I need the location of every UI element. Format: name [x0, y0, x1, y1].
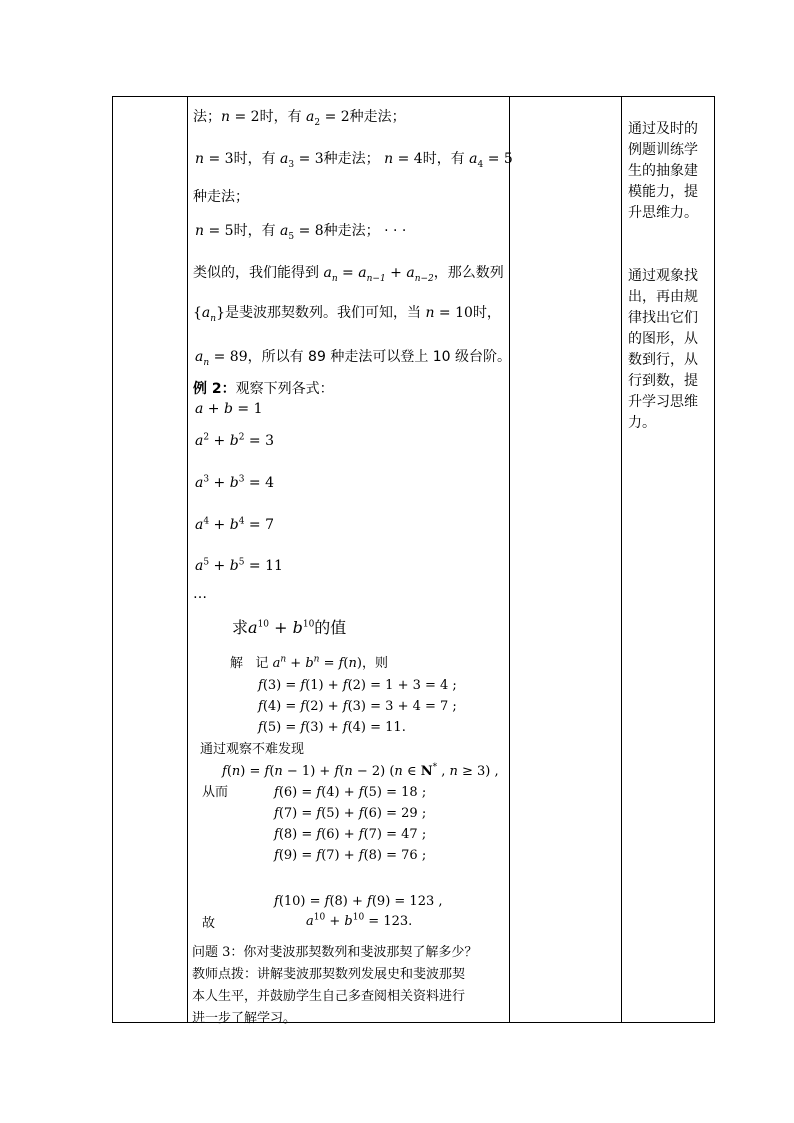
- ellipsis: …: [193, 586, 207, 602]
- column-divider-2: [509, 97, 510, 1022]
- example1-line7: $a_n = 89$，所以有 89 种走法可以登上 10 级台阶。: [195, 349, 512, 368]
- equation-1: a + b = 1: [195, 401, 263, 417]
- question3-line1: 问题 3：你对斐波那契数列和斐波那契了解多少？: [192, 945, 478, 960]
- note-line: 出，再由规: [628, 289, 698, 305]
- note-line: 力。: [628, 415, 656, 431]
- note-line: 生的抽象建: [628, 163, 698, 179]
- design-note-1: [628, 119, 706, 224]
- solution-f4: f(4) = f(2) + f(3) = 3 + 4 = 7 ;: [258, 699, 457, 714]
- note-line: 通过观象找: [628, 268, 698, 284]
- solution-recurrence: f(n) = f(n − 1) + f(n − 2) (n ∈ N* , n ≥ 3) ,: [222, 762, 499, 779]
- solution-observe: 通过观察不难发现: [200, 742, 305, 757]
- question3-line4: 进一步了解学习。: [192, 1011, 297, 1026]
- solution-f9: f(9) = f(7) + f(8) = 76 ;: [274, 848, 427, 863]
- solution-result: $a^{10} + b^{10} = 123$.: [306, 912, 413, 929]
- note-line: 数到行，从: [628, 352, 698, 368]
- example1-line2: n = 3时，有 $a_3 = 3$种走法； n = 4时，有 $a_4 = 5$: [195, 151, 513, 170]
- solution-f5: f(5) = f(3) + f(4) = 11.: [258, 720, 406, 735]
- note-line: 通过及时的: [628, 121, 698, 137]
- note-line: 行到数，提: [628, 373, 698, 389]
- solution-f6: f(6) = f(4) + f(5) = 18 ;: [274, 785, 427, 800]
- example1-line3: 种走法；: [193, 189, 249, 205]
- note-line: 升思维力。: [628, 205, 698, 221]
- design-note-2: [628, 266, 706, 434]
- note-line: 的图形，从: [628, 331, 698, 347]
- note-line: 例题训练学: [628, 142, 698, 158]
- column-divider-3: [621, 97, 622, 1022]
- solution-f10: f(10) = f(8) + f(9) = 123 ,: [274, 894, 443, 909]
- question3-line3: 本人生平，并鼓励学生自己多查阅相关资料进行: [192, 989, 466, 1004]
- example1-line4: n = 5时，有 $a_5 = 8$种走法； · · ·: [195, 223, 407, 242]
- solution-f7: f(7) = f(5) + f(6) = 29 ;: [274, 806, 427, 821]
- solution-intro: 解 记 $a^n + b^n = f(n)$，则: [230, 654, 388, 671]
- solution-f3: f(3) = f(1) + f(2) = 1 + 3 = 4 ;: [258, 678, 457, 693]
- equation-5: $a^5 + b^5 = 11$: [195, 557, 283, 574]
- solution-congerr: 从而: [202, 785, 229, 800]
- example1-line5: 类似的，我们能得到 $a_n = a_{n-1} + a_{n-2}$，那么数列: [193, 265, 504, 284]
- example1-line6: $\{a_n\}$是斐波那契数列。我们可知，当 n = 10时，: [193, 305, 501, 324]
- example2-title: 例 2：观察下列各式：: [193, 381, 334, 397]
- solution-gu: 故: [202, 916, 216, 931]
- question3-line2: 教师点拨：讲解斐波那契数列发展史和斐波那契: [192, 967, 466, 982]
- column-divider-1: [187, 97, 188, 1022]
- example1-line1: 法；n = 2时，有 $a_2 = 2$种走法；: [193, 109, 406, 128]
- equation-2: $a^2 + b^2 = 3$: [195, 432, 274, 449]
- equation-3: $a^3 + b^3 = 4$: [195, 474, 274, 491]
- note-line: 模能力，提: [628, 184, 698, 200]
- question-text: 求$a^{10} + b^{10}$的值: [232, 618, 347, 637]
- solution-f8: f(8) = f(6) + f(7) = 47 ;: [274, 827, 427, 842]
- note-line: 升学习思维: [628, 394, 698, 410]
- equation-4: $a^4 + b^4 = 7$: [195, 516, 274, 533]
- note-line: 律找出它们: [628, 310, 698, 326]
